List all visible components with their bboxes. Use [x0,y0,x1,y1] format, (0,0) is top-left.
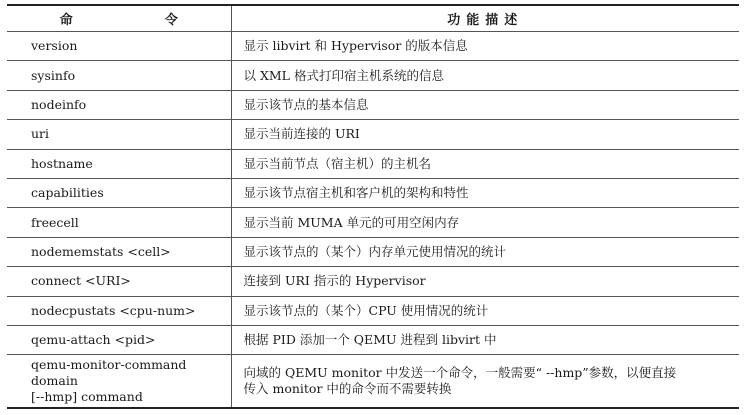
command-cell: uri [7,120,231,149]
command-cell: connect <URI> [7,267,231,296]
description-cell: 显示该节点的（某个）内存单元使用情况的统计 [231,237,739,266]
command-cell: capabilities [7,178,231,207]
table-row [7,61,739,90]
table-row [7,178,739,207]
command-cell: nodecpustats <cpu-num> [7,296,231,325]
table-row [7,267,739,296]
command-cell: sysinfo [7,61,231,90]
table-row [7,355,739,409]
description-cell: 显示该节点的（某个）CPU 使用情况的统计 [231,296,739,325]
description-cell [231,355,739,409]
description-line: 向域的 QEMU monitor 中发送一个命令，一般需要“ --hmp”参数，以便直接 [243,365,677,381]
description-cell: 根据 PID 添加一个 QEMU 进程到 libvirt 中 [231,325,739,354]
command-cell: nodeinfo [7,90,231,119]
description-cell: 以 XML 格式打印宿主机系统的信息 [231,61,739,90]
command-cell [7,355,231,409]
table-row [7,296,739,325]
description-cell: 显示当前节点（宿主机）的主机名 [231,149,739,178]
command-line: qemu-monitor-command domain [31,357,187,389]
table-row [7,90,739,119]
header-command: 命 令 [7,5,231,32]
table-row [7,325,739,354]
table-row [7,208,739,237]
command-cell: qemu-attach <pid> [7,325,231,354]
command-cell: freecell [7,208,231,237]
table-header-row [7,5,739,32]
table-row [7,120,739,149]
command-cell: version [7,32,231,61]
description-cell: 连接到 URI 指示的 Hypervisor [231,267,739,296]
header-description: 功能描述 [231,5,739,32]
description-cell: 显示 libvirt 和 Hypervisor 的版本信息 [231,32,739,61]
description-cell: 显示该节点宿主机和客户机的架构和特性 [231,178,739,207]
description-cell: 显示该节点的基本信息 [231,90,739,119]
command-cell: nodememstats <cell> [7,237,231,266]
description-cell: 显示当前连接的 URI [231,120,739,149]
command-table [7,4,739,409]
description-line: 传入 monitor 中的命令而不需要转换 [243,381,452,397]
table-row [7,149,739,178]
table-row [7,32,739,61]
table-row [7,237,739,266]
description-cell: 显示当前 MUMA 单元的可用空闲内存 [231,208,739,237]
command-line: [--hmp] command [31,389,143,405]
command-cell: hostname [7,149,231,178]
